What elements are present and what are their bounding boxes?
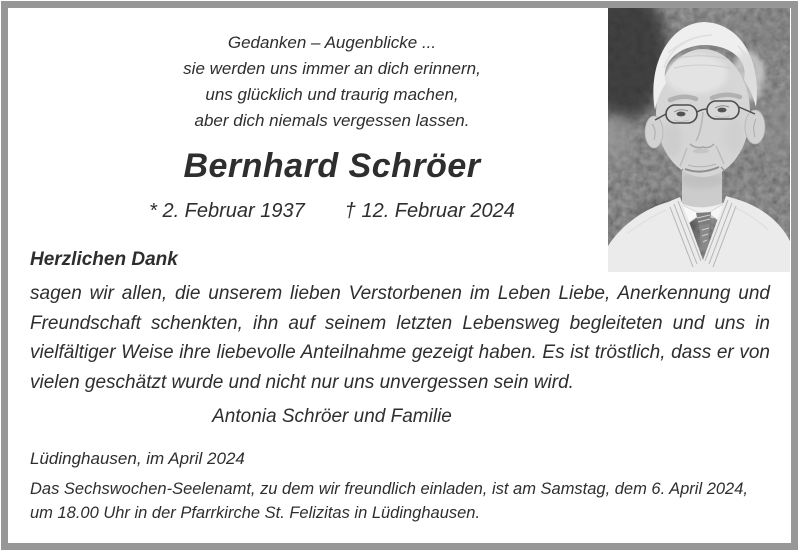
- poem-line: aber dich niemals vergessen lassen.: [194, 111, 470, 130]
- thanks-heading: Herzlichen Dank: [30, 249, 178, 270]
- poem-line: sie werden uns immer an dich erinnern,: [183, 59, 481, 78]
- family-signature: Antonia Schröer und Familie: [212, 406, 452, 427]
- deceased-name: Bernhard Schröer: [183, 147, 481, 185]
- life-dates: [30, 200, 634, 223]
- death-date: † 12. Februar 2024: [344, 200, 515, 222]
- portrait-photo-graphic: [608, 8, 790, 272]
- thanks-text: sagen wir allen, die unserem lieben Verstorbenen im Leben Liebe, Anerkennung und Freundschaft schenkten, ihn auf seinem letzten Lebensweg begleiteten und uns in vielfältiger Weise ihre liebevolle Anteilnahme gezeigt haben. Es ist tröstlich, dass er von vielen geschätzt wurde und nicht nur uns unvergessen sein wird.: [30, 283, 770, 393]
- portrait-photo: [608, 8, 790, 272]
- birth-date: * 2. Februar 1937: [149, 200, 305, 222]
- memorial-poem: [30, 30, 634, 134]
- place-date: Lüdinghausen, im April 2024: [30, 449, 245, 468]
- poem-line: uns glücklich und traurig machen,: [205, 85, 459, 104]
- service-announcement: Das Sechswochen-Seelenamt, zu dem wir freundlich einladen, ist am Samstag, dem 6. April 2024, um 18.00 Uhr in der Pfarrkirche St. Felizitas in Lüdinghausen.: [30, 479, 748, 522]
- poem-line: Gedanken – Augenblicke ...: [227, 33, 437, 52]
